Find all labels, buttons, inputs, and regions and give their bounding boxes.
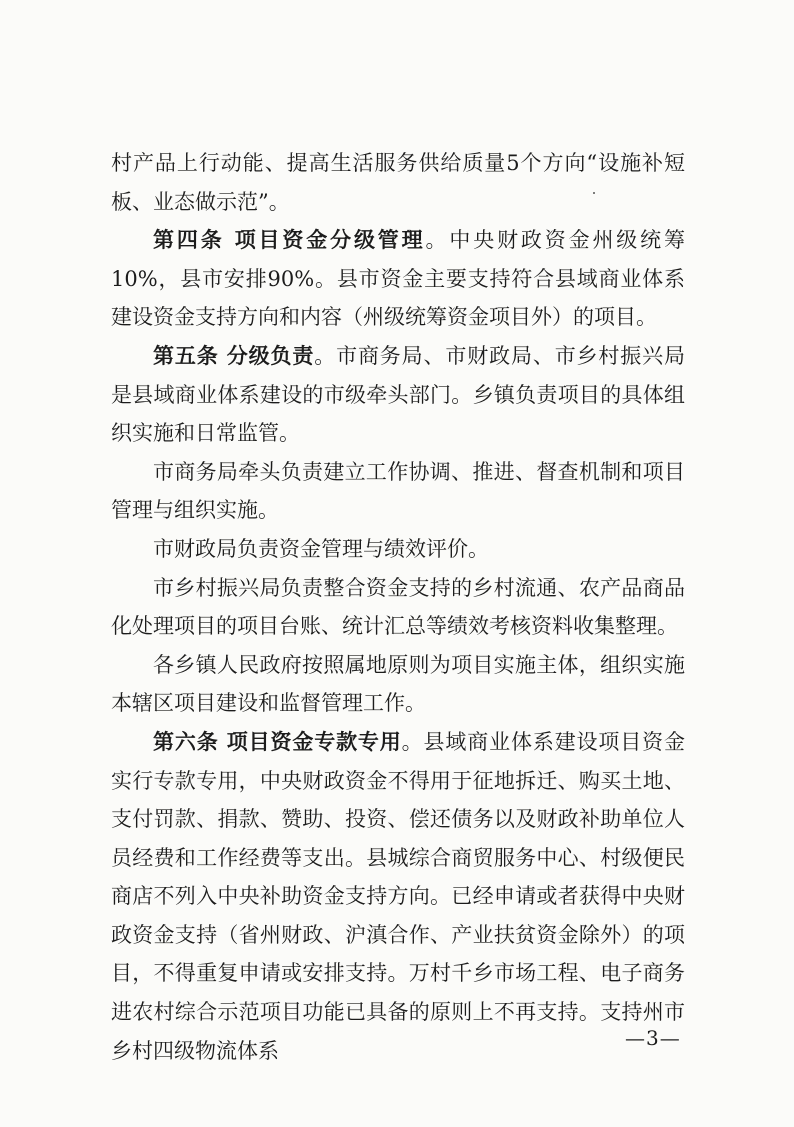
paragraph-1: 村产品上行动能、提高生活服务供给质量5个方向“设施补短板、业态做示范”。 — [111, 151, 685, 214]
paragraph-3: 第五条 分级负责。市商务局、市财政局、市乡村振兴局是县域商业体系建设的市级牵头部门。乡镇负责项目的具体组织实施和日常监管。 — [111, 342, 686, 446]
paragraph-6: 市乡村振兴局负责整合资金支持的乡村流通、农产品商品化处理项目的项目台账、统计汇总等绩效考核资料收集整理。 — [111, 575, 685, 639]
article-5-heading: 第五条 分级负责 — [153, 342, 315, 368]
paragraph-2: 第四条 项目资金分级管理。中央财政资金州级统筹10%，县市安排90%。县市资金主要支持符合县域商业体系建设资金支持方向和内容（州级统筹资金项目外）的项目。 — [111, 227, 686, 330]
article-6-heading: 第六条 项目资金专款专用 — [153, 728, 402, 754]
paragraph-8: 第六条 项目资金专款专用。县域商业体系建设项目资金实行专款专用，中央财政资金不得用于征地拆迁、购买土地、支付罚款、捐款、赞助、投资、偿还债务以及财政补助单位人员经费和工作经费等支出。县城综合商贸服务中心、村级便民商店不列入中央补助资金支持方向。已经申请或者获得中央财政资金支持（省州财政、沪滇合作、产业扶贫资金除外）的项目，不得重复申请或安排支持。万村千乡市场工程、电子商务进农村综合示范项目功能已具备的原则上不再支持。支持州市乡村四级物流体系 — [111, 728, 685, 1063]
body-text — [111, 144, 685, 1070]
article-4-heading: 第四条 项目资金分级管理 — [153, 227, 426, 253]
page-number: —3— — [625, 1026, 681, 1050]
scan-speck — [593, 192, 595, 194]
paragraph-4: 市商务局牵头负责建立工作协调、推进、督查机制和项目管理与组织实施。 — [111, 459, 685, 523]
paragraph-7: 各乡镇人民政府按照属地原则为项目实施主体，组织实施本辖区项目建设和监督管理工作。 — [111, 652, 685, 716]
paragraph-5: 市财政局负责资金管理与绩效评价。 — [153, 536, 489, 561]
